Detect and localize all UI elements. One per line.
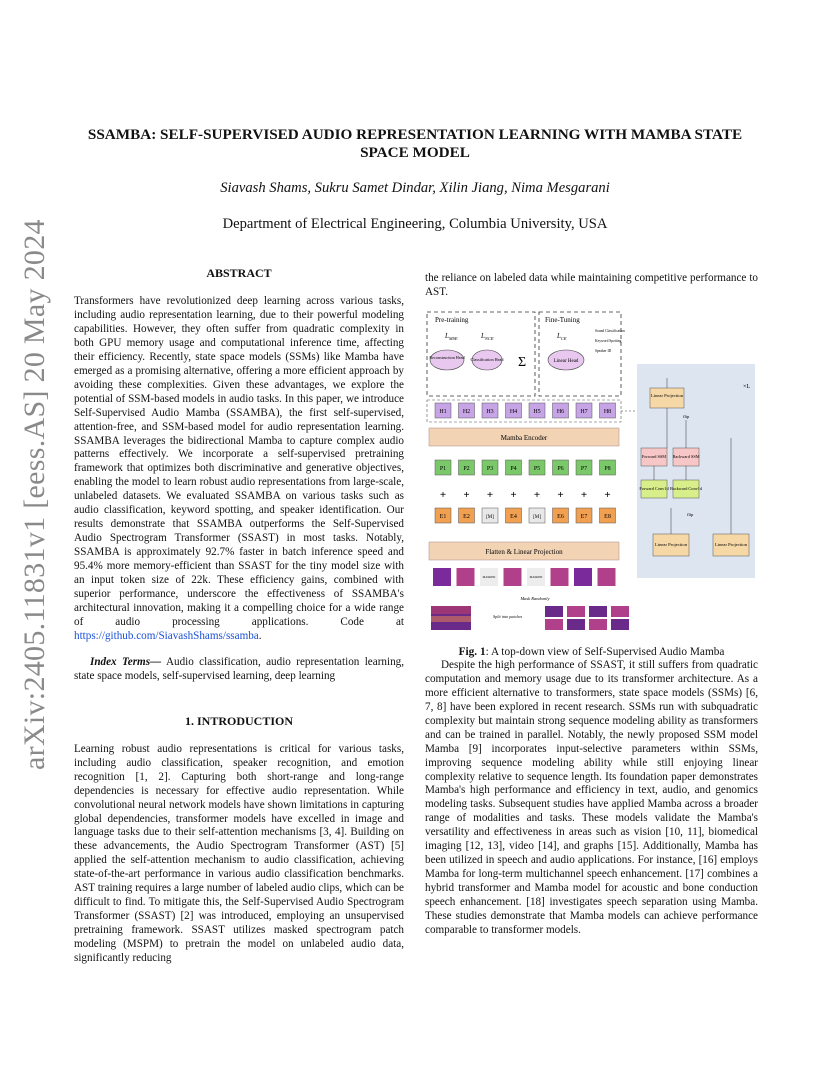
paper-affiliation: Department of Electrical Engineering, Columbia University, USA <box>222 216 608 232</box>
p-token-row <box>435 460 616 475</box>
linear-head-label: Linear Head <box>553 358 579 364</box>
linear-projection-top-label: Linear Projection <box>650 392 684 398</box>
split-patches-label: Split into patches <box>493 613 523 619</box>
p-token-label: P4 <box>510 465 517 472</box>
plus-sign: + <box>580 488 588 501</box>
mamba-encoder-label: Mamba Encoder <box>500 433 548 442</box>
p-token-label: P6 <box>557 465 564 472</box>
abstract-link-tail: . <box>258 629 262 642</box>
e-token-label: E8 <box>604 513 611 520</box>
mask-randomly-label: Mask Randomly <box>520 595 550 601</box>
h-token-row <box>435 403 616 418</box>
paper-title: SSAMBA: SELF-SUPERVISED AUDIO REPRESENTATION LEARNING WITH MAMBA STATE SPACE MODEL <box>87 126 743 161</box>
arxiv-identifier: arXiv:2405.11831v1 [eess.AS] 20 May 2024 <box>18 219 51 770</box>
flatten-label: Flatten & Linear Projection <box>485 547 563 556</box>
split-patch-tile <box>567 606 585 617</box>
ce-loss-label: $L_{CE}$ <box>557 331 567 341</box>
e-token-row <box>435 508 616 523</box>
linear-projection-right-label: Linear Projection <box>714 541 748 547</box>
h-token-label: H6 <box>556 408 565 415</box>
e-token-label: E7 <box>580 513 588 520</box>
split-patch-tile <box>589 606 607 617</box>
p-token-label: P3 <box>486 465 494 472</box>
patch-tile <box>504 568 522 586</box>
e-token-label: E4 <box>510 513 517 520</box>
e-token-label: [M] <box>486 514 494 520</box>
paper-authors: Siavash Shams, Sukru Samet Dindar, Xilin Jiang, Nima Mesgarani <box>220 180 610 196</box>
p-token-label: P7 <box>580 465 588 472</box>
plus-sign: + <box>486 488 494 501</box>
split-patch-tile <box>567 619 585 630</box>
task-3: Speaker ID <box>595 348 612 353</box>
e-token-label: [M] <box>533 514 541 520</box>
plus-sign: + <box>557 488 564 501</box>
intro-body: Learning robust audio representations is critical for various tasks, including audio classification, speaker recognition, and emotion recognition [1, 2]. Capturing both short-range and long-range dependencies is necessary for effective audio representation. While convolutional neural network models have shown limitations in capturing global dependencies, transformer models have excelled in image and language tasks due to their self-attention mechanisms [3, 4]. Building on these advancements, the Audio Spectrogram Transformer (AST) [5] applied the self-attention mechanism to audio classification, achieving state-of-the-art performance in various audio classification benchmarks. AST training requires a large number of labeled audio clips, which can be difficult to find. To mitigate this, the Self-Supervised Audio Spectrogram Transformer (SSAST) [2] was introduced, employing an unsupervised pretraining framework. SSAST utilizes masked spectrogram patch modeling (MSPM) to pretrain the model on unlabeled audio data, significantly reducing <box>74 742 404 965</box>
right-column <box>425 272 758 938</box>
figure-caption-text: : A top-down view of Self-Supervised Audio Mamba <box>485 645 725 658</box>
e-token-label: E2 <box>463 513 470 520</box>
backward-conv-label: Backward Conv1d <box>669 485 703 491</box>
xl-label: ×L <box>743 383 751 390</box>
split-patch-tile <box>545 619 563 630</box>
masked-tile-label: MASKED <box>529 574 543 579</box>
plus-sign: + <box>533 488 541 501</box>
split-patch-tile <box>611 619 629 630</box>
sigma-symbol: Σ <box>518 354 527 370</box>
plus-sign: + <box>439 488 447 501</box>
forward-ssm-label: Forward SSM <box>641 453 667 459</box>
h-token-label: H5 <box>533 408 541 415</box>
p-token-label: P2 <box>463 465 470 472</box>
abstract-heading: ABSTRACT <box>206 266 272 280</box>
p-token-label: P1 <box>439 465 447 472</box>
patch-tile <box>551 568 569 586</box>
plus-row <box>440 489 611 501</box>
linear-projection-top <box>650 388 684 408</box>
patch-tile <box>574 568 592 586</box>
task-1: Sound Classification <box>595 328 625 333</box>
p-token-label: P8 <box>604 465 611 472</box>
linear-projection-left-label: Linear Projection <box>654 541 688 547</box>
figure-caption <box>425 646 758 658</box>
abstract-body <box>74 295 404 644</box>
index-terms-label: Index Terms— <box>90 655 162 668</box>
right-top-text: the reliance on labeled data while maintaining competitive performance to AST. <box>425 272 758 298</box>
abstract-text: Transformers have revolutionized deep learning across various tasks, including audio representation learning, due to their powerful modeling capabilities. However, they often suffer from quadratic complexity in both GPU memory usage and computational inference time, affecting their efficiency. Recently, state space models (SSMs) like Mamba have emerged as a promising alternative, offering a more efficient approach by avoiding these complexities. Given these advantages, we explore the potential of SSM-based models in audio tasks. In this paper, we introduce Self-Supervised Audio Mamba (SSAMBA), the first self-supervised, attention-free, and SSM-based model for audio representation learning. SSAMBA leverages the bidirectional Mamba to capture complex audio patterns effectively. We incorporate a self-supervised pretraining framework that optimizes both discriminative and generative objectives, enabling the model to learn robust audio representations from large-scale, unlabeled datasets. We evaluated SSAMBA on various tasks such as audio classification, keyword spotting, and speaker identification. Our results demonstrate that SSAMBA outperforms the Self-Supervised Audio Spectrogram Transformer (SSAST) in most tasks. Notably, SSAMBA is approximately 92.7% faster in batch inference speed and 95.4% more memory-efficient than SSAST for the tiny model size with an input token size of 22k. These efficiency gains, combined with superior performance, underscore the effectiveness of SSAMBA's architectural innovation, making it a compelling choice for a wide range of audio processing applications. Code at <box>74 295 404 628</box>
split-patch-tile <box>545 606 563 617</box>
architecture-diagram <box>425 308 758 633</box>
mse-loss-label: $L_{MSE}$ <box>445 331 458 341</box>
figure-1 <box>425 308 758 658</box>
p-token-label: P5 <box>533 465 541 472</box>
pretraining-label: Pre-training <box>435 315 469 324</box>
h-token-label: H2 <box>462 408 471 415</box>
patch-row <box>433 568 616 586</box>
h-token-label: H8 <box>603 408 612 415</box>
e-token-label: E6 <box>557 513 564 520</box>
split-patches-grid <box>545 606 629 630</box>
h-token-label: H1 <box>439 408 447 415</box>
code-link[interactable]: https://github.com/SiavashShams/ssamba <box>74 629 259 642</box>
split-patch-tile <box>611 606 629 617</box>
index-terms <box>74 656 404 684</box>
patch-tile <box>433 568 451 586</box>
left-column <box>74 266 404 966</box>
h-token-label: H4 <box>509 408 518 415</box>
flip-top-label: flip <box>683 413 690 419</box>
intro-heading: 1. INTRODUCTION <box>184 713 293 728</box>
h-token-label: H7 <box>580 408 588 415</box>
nce-loss-label: $L_{NCE}$ <box>481 331 494 341</box>
plus-sign: + <box>510 488 517 501</box>
e-token-label: E1 <box>439 513 447 520</box>
backward-ssm-label: Backward SSM <box>672 453 700 459</box>
classification-head-label: Classification Head <box>470 356 504 362</box>
index-terms-text: Audio classification, audio representation learning, state space models, self-supervised learning, deep learning <box>74 655 404 682</box>
patch-tile <box>598 568 616 586</box>
figure-caption-label: Fig. 1 <box>458 645 486 658</box>
task-2: Keyword Spotting <box>595 338 622 343</box>
right-body-text: Despite the high performance of SSAST, it still suffers from quadratic computation and memory usage due to its transformer architecture. As a more efficient alternative to transformers, state space models (SSMs) [6, 7, 8] have been explored in recent research. SSMs run with subquadratic complexity but maintain strong sequence modeling ability as transformers and can be trained in parallel. Notably, the newly proposed SSM model Mamba [9] incorporates input-selective parameters within SSMs, improving sequence modeling ability while still enjoying linear complexity relative to sequence length. Its foundation paper demonstrates Mamba's high performance and efficiency in text, audio, and genomics modeling tasks. Subsequent studies have applied Mamba across a broader range of modalities and tasks. These models validate the Mamba's versatility and effectiveness in areas such as vision [10, 11], biomedical imaging [12, 13], video [14], and graphs [15]. Additionally, Mamba has been utilized in speech and audio applications. For instance, [16] employs Mamba for long-term multichannel speech enhancement. [17] combines a hybrid transformer and Mamba model for acoustic and bone conduction speech enhancement. [18] investigates speech separation using Mamba. These studies demonstrate that Mamba models can achieve performance comparable to transformer models. <box>425 658 758 937</box>
reconstruction-head <box>430 350 464 370</box>
forward-conv-label: Forward Conv1d <box>639 485 669 491</box>
flip-mid-label: flip <box>687 511 694 517</box>
plus-sign: + <box>604 488 611 501</box>
finetuning-label: Fine-Tuning <box>545 315 580 324</box>
h-token-label: H3 <box>486 408 494 415</box>
masked-tile-label: MASKED <box>482 574 496 579</box>
plus-sign: + <box>463 488 470 501</box>
reconstruction-head-label: Reconstruction Head <box>429 354 465 360</box>
split-patch-tile <box>589 619 607 630</box>
patch-tile <box>457 568 475 586</box>
